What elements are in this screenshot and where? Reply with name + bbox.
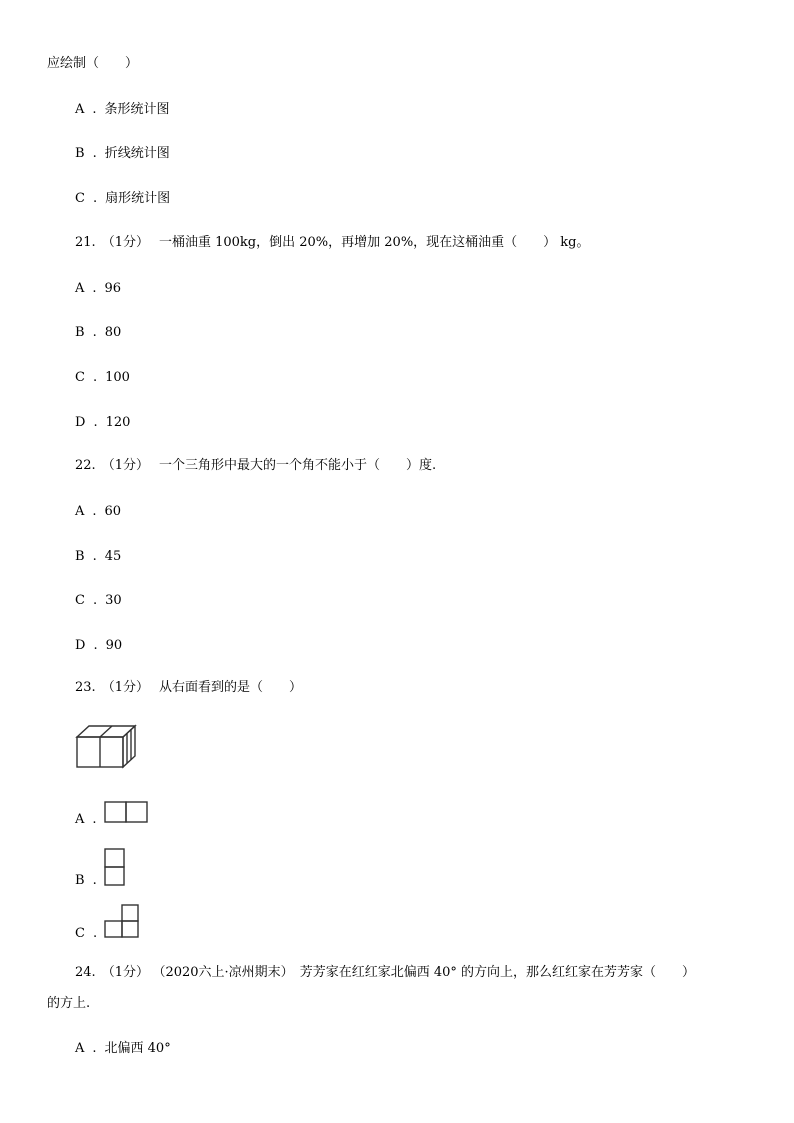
question-text: 从右面看到的是（ ） — [158, 680, 302, 695]
option-a[interactable]: A . 条形统计图 — [75, 102, 170, 117]
option-text: 120 — [105, 415, 131, 430]
question-score: （1分） — [101, 680, 149, 695]
question-score: （1分） — [101, 965, 149, 980]
q23-option-c[interactable]: C . — [75, 926, 98, 941]
option-text: 30 — [105, 593, 122, 608]
option-text: 100 — [105, 370, 130, 385]
question-21 — [75, 235, 590, 251]
option-letter: B — [75, 146, 85, 161]
option-text: 96 — [104, 281, 122, 296]
option-c[interactable]: C . 扇形统计图 — [75, 191, 171, 206]
q21-option-b[interactable]: B . 80 — [75, 325, 122, 340]
option-letter: A — [75, 504, 85, 519]
q22-option-c[interactable]: C . 30 — [75, 593, 122, 608]
option-letter: D — [75, 638, 86, 653]
q24-option-a[interactable]: A . 北偏西 40° — [75, 1041, 171, 1056]
option-text: 北偏西 40° — [104, 1041, 171, 1056]
option-letter: C — [75, 191, 85, 206]
option-letter: B — [75, 873, 85, 888]
option-letter: A — [75, 812, 85, 827]
option-text: 80 — [104, 325, 122, 340]
question-text: 一桶油重 100kg，倒出 20%，再增加 20%，现在这桶油重（ ） kg。 — [158, 235, 590, 250]
option-letter: C — [75, 926, 85, 941]
question-24 — [75, 965, 695, 981]
q21-option-a[interactable]: A . 96 — [75, 281, 122, 296]
option-letter: A — [75, 102, 85, 117]
option-b[interactable]: B . 折线统计图 — [75, 146, 170, 161]
square-top — [105, 849, 124, 867]
question-number: 22. — [75, 458, 96, 473]
cube-figure — [76, 725, 142, 769]
q21-option-d[interactable]: D . 120 — [75, 415, 131, 430]
option-letter: A — [75, 281, 85, 296]
cube-top-divider — [100, 726, 112, 737]
cube-side-face — [123, 726, 135, 767]
option-text: 90 — [105, 638, 123, 653]
option-text: 条形统计图 — [104, 102, 170, 117]
option-text: 折线统计图 — [104, 146, 170, 161]
option-text: 60 — [104, 504, 122, 519]
question-number: 21. — [75, 235, 96, 250]
option-letter: C — [75, 593, 85, 608]
question-number: 24. — [75, 965, 96, 980]
q22-option-b[interactable]: B . 45 — [75, 549, 122, 564]
option-letter: A — [75, 1041, 85, 1056]
question-text: 芳芳家在红红家北偏西 40° 的方向上，那么红红家在芳芳家（ ） — [299, 965, 695, 980]
option-letter: B — [75, 549, 85, 564]
option-letter: B — [75, 325, 85, 340]
square-bottom — [105, 867, 124, 885]
question-text: 一个三角形中最大的一个角不能小于（ ）度. — [158, 458, 437, 473]
q23-option-b[interactable]: B . — [75, 873, 97, 888]
option-letter: C — [75, 370, 85, 385]
q22-option-a[interactable]: A . 60 — [75, 504, 122, 519]
question-23 — [75, 680, 302, 696]
option-text: 扇形统计图 — [105, 191, 171, 206]
option-text: 45 — [104, 549, 122, 564]
q23-option-a-figure[interactable] — [104, 801, 150, 825]
square-top — [122, 905, 138, 921]
question-source: （2020六上·凉州期末） — [158, 965, 294, 980]
question-24-continuation: 的方上. — [47, 996, 91, 1011]
q21-option-c[interactable]: C . 100 — [75, 370, 130, 385]
q23-option-c-figure[interactable] — [104, 904, 144, 942]
question-number: 23. — [75, 680, 96, 695]
square-right — [126, 802, 147, 822]
option-letter: D — [75, 415, 86, 430]
square-bottom-left — [105, 921, 122, 937]
square-bottom-right — [122, 921, 138, 937]
question-stem-tail: 应绘制（ ） — [47, 56, 139, 71]
question-22 — [75, 458, 436, 474]
q23-option-a[interactable]: A . — [75, 812, 97, 827]
question-score: （1分） — [101, 458, 149, 473]
q22-option-d[interactable]: D . 90 — [75, 638, 123, 653]
square-left — [105, 802, 126, 822]
q23-option-b-figure[interactable] — [104, 848, 128, 888]
question-score: （1分） — [101, 235, 149, 250]
